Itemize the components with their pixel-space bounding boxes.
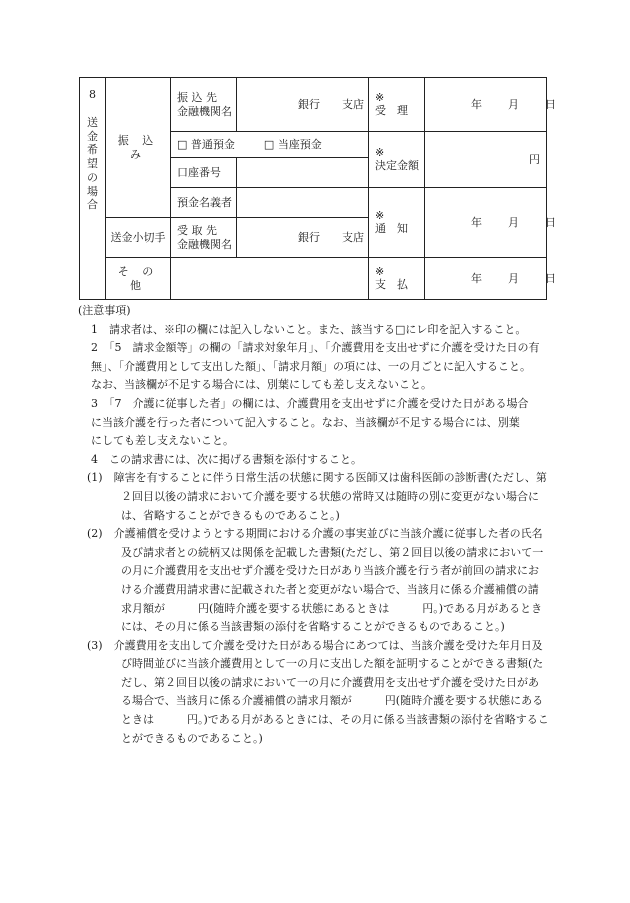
transfer-bank-label-line1: 振 込 先	[177, 90, 217, 104]
branch-suffix: 支店	[342, 230, 364, 244]
notified-date-field[interactable]	[425, 188, 556, 258]
section-title-char: 望	[87, 157, 98, 170]
bank-suffix: 銀行	[298, 230, 320, 244]
year-unit: 年	[471, 97, 482, 111]
account-holder-field[interactable]	[237, 188, 369, 218]
note-2-line-2: 無」、「介護費用として支出した額」、「請求月額」の項には、一の月ごとに記入すること。	[91, 359, 531, 373]
receiving-bank-field[interactable]	[237, 218, 369, 258]
transfer-bank-field[interactable]	[237, 78, 369, 132]
remittance-preference-table	[79, 77, 556, 300]
office-use-mark: ※	[375, 90, 385, 104]
section-title-char: 合	[87, 198, 98, 212]
yen-unit: 円	[529, 152, 540, 166]
section-title-char: 送	[87, 115, 98, 129]
received-label: 受 理	[375, 103, 408, 117]
month-unit: 月	[508, 271, 519, 285]
note-4-item-2: (2) 介護補償を受けようとする期間における介護の事実並びに当該介護に従事した者の氏名及び請求者との続柄又は関係を記載した書類(ただし、第２回目以後の請求において一の月に介護費用を支出せず介護を受けた日があり当該介護を行う者が前回の請求における介護費用請求書に記載された者と変更がない場合で、当該月に係る介護補償の請求月額が 円(随時介護を要する状態にあるときは 円。)である月があるときには、その月に係る当該書類の添付を省略することができるものであること。)	[87, 527, 544, 634]
month-unit: 月	[508, 97, 519, 111]
remittance-check-label: 送金小切手	[106, 218, 171, 258]
account-number-label: 口座番号	[171, 158, 237, 188]
notes-section	[79, 302, 549, 748]
savings-label: 普通預金	[190, 137, 235, 151]
note-4-item-3: (3) 介護費用を支出して介護を受けた日がある場合にあつては、当該介護を受けた年月日及び時間並びに当該介護費用として一の月に支出した額を証明することができる書類(ただし、第２回目以後の請求において一の月に介護費用を支出せず介護を受けた日がある場合で、当該月に係る介護補償の請求月額が 円(随時介護を要する状態にあるときは 円。)である月があるときには、その月に係る当該書類の添付を省略することができるものであること。)	[87, 638, 549, 745]
checking-checkbox[interactable]: □	[263, 137, 275, 151]
checking-label: 当座預金	[277, 137, 322, 151]
note-1: 1 請求者は、※印の欄には記入しないこと。また、該当する□にレ印を記入すること。	[91, 322, 527, 336]
office-use-mark: ※	[375, 264, 385, 278]
day-unit: 日	[545, 97, 556, 111]
paid-label-cell	[369, 258, 425, 300]
section-number: 8	[89, 88, 96, 101]
section-title-char: の	[87, 170, 98, 184]
transfer-bank-label	[171, 78, 237, 132]
section-title-char: 金	[87, 129, 98, 143]
received-date-field[interactable]	[425, 78, 556, 132]
account-holder-label: 預金名義者	[171, 188, 237, 218]
receiving-bank-label	[171, 218, 237, 258]
section-title-cell	[80, 78, 106, 300]
paid-label: 支 払	[375, 277, 408, 291]
receiving-bank-label-line1: 受 取 先	[177, 223, 217, 237]
bank-suffix: 銀行	[298, 97, 320, 111]
decision-amount-field[interactable]	[425, 132, 547, 188]
decision-amount-label: 決定金額	[375, 158, 419, 172]
paid-date-field[interactable]	[425, 258, 556, 300]
account-type-row	[171, 132, 369, 158]
note-3-line-3: にしても差し支えないこと。	[91, 434, 234, 448]
note-2-line-1: 2 「5 請求金額等」の欄の「請求対象年月」、「介護費用を支出せずに介護を受けた日の有	[91, 341, 540, 355]
note-3-line-2: に当該介護を行った者について記入すること。なお、当該欄が不足する場合には、別葉	[91, 415, 520, 429]
branch-suffix: 支店	[342, 97, 364, 111]
office-use-mark: ※	[375, 208, 385, 222]
notified-label-cell	[369, 188, 425, 258]
decision-amount-label-cell	[369, 132, 425, 188]
note-3-line-1: 3 「7 介護に従事した者」の欄には、介護費用を支出せずに介護を受けた日がある場合	[91, 396, 529, 410]
account-number-field[interactable]	[237, 158, 369, 188]
other-field[interactable]	[171, 258, 369, 300]
section-title-char: 希	[87, 143, 98, 157]
note-2-line-3: なお、当該欄が不足する場合には、別葉にしても差し支えないこと。	[91, 378, 432, 392]
receiving-bank-label-line2: 金融機関名	[177, 237, 232, 251]
month-unit: 月	[508, 215, 519, 229]
transfer-label: 振 込 み	[106, 78, 171, 218]
note-4: 4 この請求書には、次に掲げる書類を添付すること。	[91, 452, 362, 466]
day-unit: 日	[545, 215, 556, 229]
day-unit: 日	[545, 271, 556, 285]
year-unit: 年	[471, 215, 482, 229]
received-label-cell	[369, 78, 425, 132]
section-title-char: 場	[87, 184, 98, 198]
savings-checkbox[interactable]: □	[177, 137, 188, 151]
office-use-mark: ※	[375, 145, 385, 159]
transfer-bank-label-line2: 金融機関名	[177, 104, 232, 118]
note-4-item-1: (1) 障害を有することに伴う日常生活の状態に関する医師又は歯科医師の診断書(ただし、第２回目以後の請求において介護を要する状態の常時又は随時の別に変更がない場合には、省略することができるものであること。)	[87, 471, 547, 522]
notes-heading: (注意事項)	[78, 304, 131, 317]
other-label: そ の 他	[106, 258, 171, 300]
notified-label: 通 知	[375, 221, 408, 235]
year-unit: 年	[471, 271, 482, 285]
